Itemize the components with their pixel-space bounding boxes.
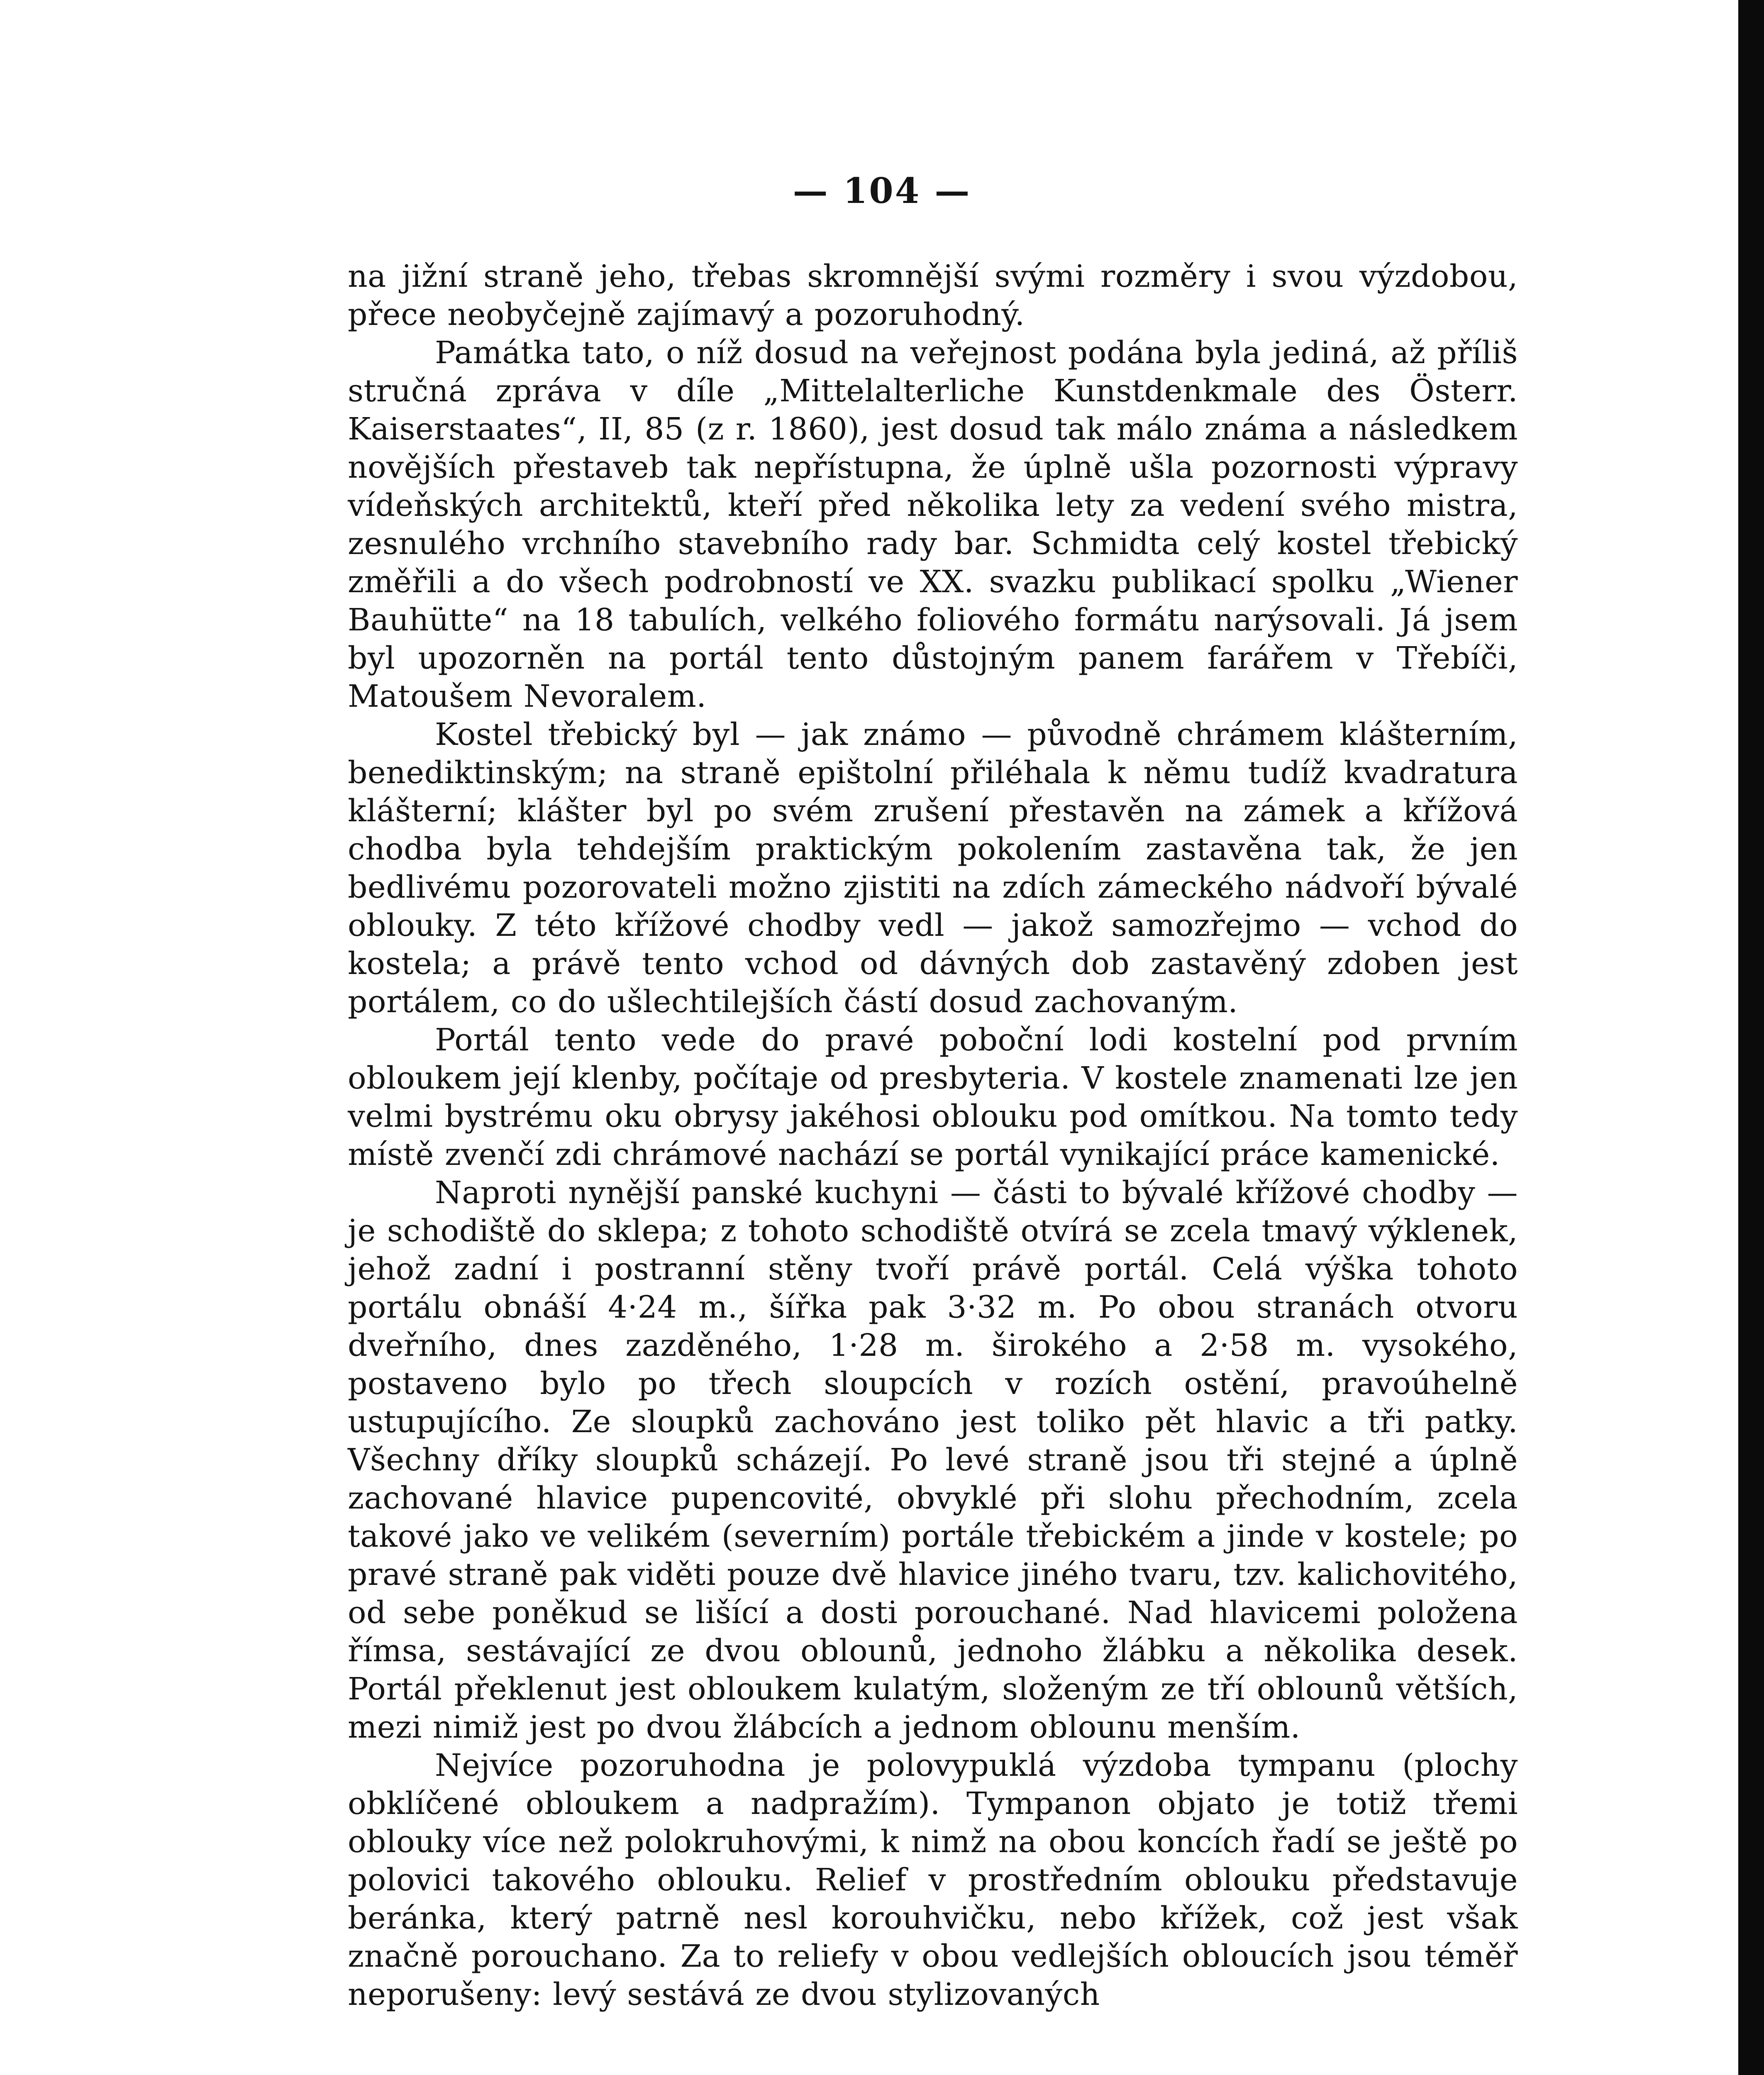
paragraph-tympanon: Nejvíce pozoruhodna je polovypuklá výzdoba tympanu (plochy obklíčené obloukem a nadpražím). Tympanon objato je totiž třemi oblouky více než polokruhovými, k nimž na obou koncích řadí se ještě po polovici takového oblouku. Relief v prostředním oblouku představuje beránka, který patrně nesl korouhvičku, nebo křížek, což jest však značně porouchano. Za to reliefy v obou vedlejších obloucích jsou téměř neporušeny: levý sestává ze dvou stylizovaných <box>348 1748 1518 2012</box>
paragraph-naproti: Naproti nynější panské kuchyni — části to bývalé křížové chodby — je schodiště do sklepa; z tohoto schodiště otvírá se zcela tmavý výklenek, jehož zadní i postranní stěny tvoří právě portál. Celá výška tohoto portálu obnáší 4·24 m., šířka pak 3·32 m. Po obou stranách otvoru dveřního, dnes zazděného, 1·28 m. širokého a 2·58 m. vysokého, postaveno bylo po třech sloupcích v rozích ostění, pravoúhelně ustupujícího. Ze sloupků zachováno jest toliko pět hlavic a tři patky. Všechny dříky sloupků scházejí. Po levé straně jsou tři stejné a úplně zachované hlavice pupencovité, obvyklé při slohu přechodním, zcela takové jako ve velikém (severním) portále třebickém a jinde v kostele; po pravé straně pak viděti pouze dvě hlavice jiného tvaru, tzv. kalichovitého, od sebe poněkud se lišící a dosti porouchané. Nad hlavicemi položena římsa, sestávající ze dvou oblounů, jednoho žlábku a několika desek. Portál překlenut jest obloukem kulatým, složeným ze tří oblounů větších, mezi nimiž jest po dvou žlábcích a jednom oblounu menším. <box>348 1175 1518 1745</box>
scan-border <box>1738 0 1764 2075</box>
paragraph-kostel: Kostel třebický byl — jak známo — původně chrámem klášterním, benediktinským; na straně epištolní přiléhala k němu tudíž kvadratura klášterní; klášter byl po svém zrušení přestavěn na zámek a křížová chodba byla tehdejším praktickým pokolením zastavěna tak, že jen bedlivému pozorovateli možno zjistiti na zdích zámeckého nádvoří bývalé oblouky. Z této křížové chodby vedl — jakož samozřejmo — vchod do kostela; a právě tento vchod od dávných dob zastavěný zdoben jest portálem, co do ušlechtilejších částí dosud zachovaným. <box>348 717 1518 1020</box>
paragraph-portal: Portál tento vede do pravé poboční lodi kostelní pod prvním obloukem její klenby, počítaje od presbyteria. V kostele znamenati lze jen velmi bystrému oku obrysy jakéhosi oblouku pod omítkou. Na tomto tedy místě zvenčí zdi chrámové nachází se portál vynikající práce kamenické. <box>348 1022 1518 1172</box>
paragraph-pamatka: Památka tato, o níž dosud na veřejnost podána byla jediná, až příliš stručná zpráva v díle „Mittelalterliche Kunstdenkmale des Österr. Kaiserstaates“, II, 85 (z r. 1860), jest dosud tak málo známa a následkem novějších přestaveb tak nepřístupna, že úplně ušla pozornosti výpravy vídeňských architektů, kteří před několika lety za vedení svého mistra, zesnulého vrchního stavebního rady bar. Schmidta celý kostel třebický změřili a do všech podrobností ve XX. svazku publikací spolku „Wiener Bauhütte“ na 18 tabulích, velkého foliového formátu narýsovali. Já jsem byl upozorněn na portál tento důstojným panem farářem v Třebíči, Matoušem Nevoralem. <box>348 335 1518 714</box>
page-number: — 104 — <box>793 170 971 211</box>
body-text <box>348 257 1518 2014</box>
paragraph-continuation: na jižní straně jeho, třebas skromnější svými rozměry i svou výzdobou, přece neobyčejně zajímavý a pozoruhodný. <box>348 259 1518 332</box>
